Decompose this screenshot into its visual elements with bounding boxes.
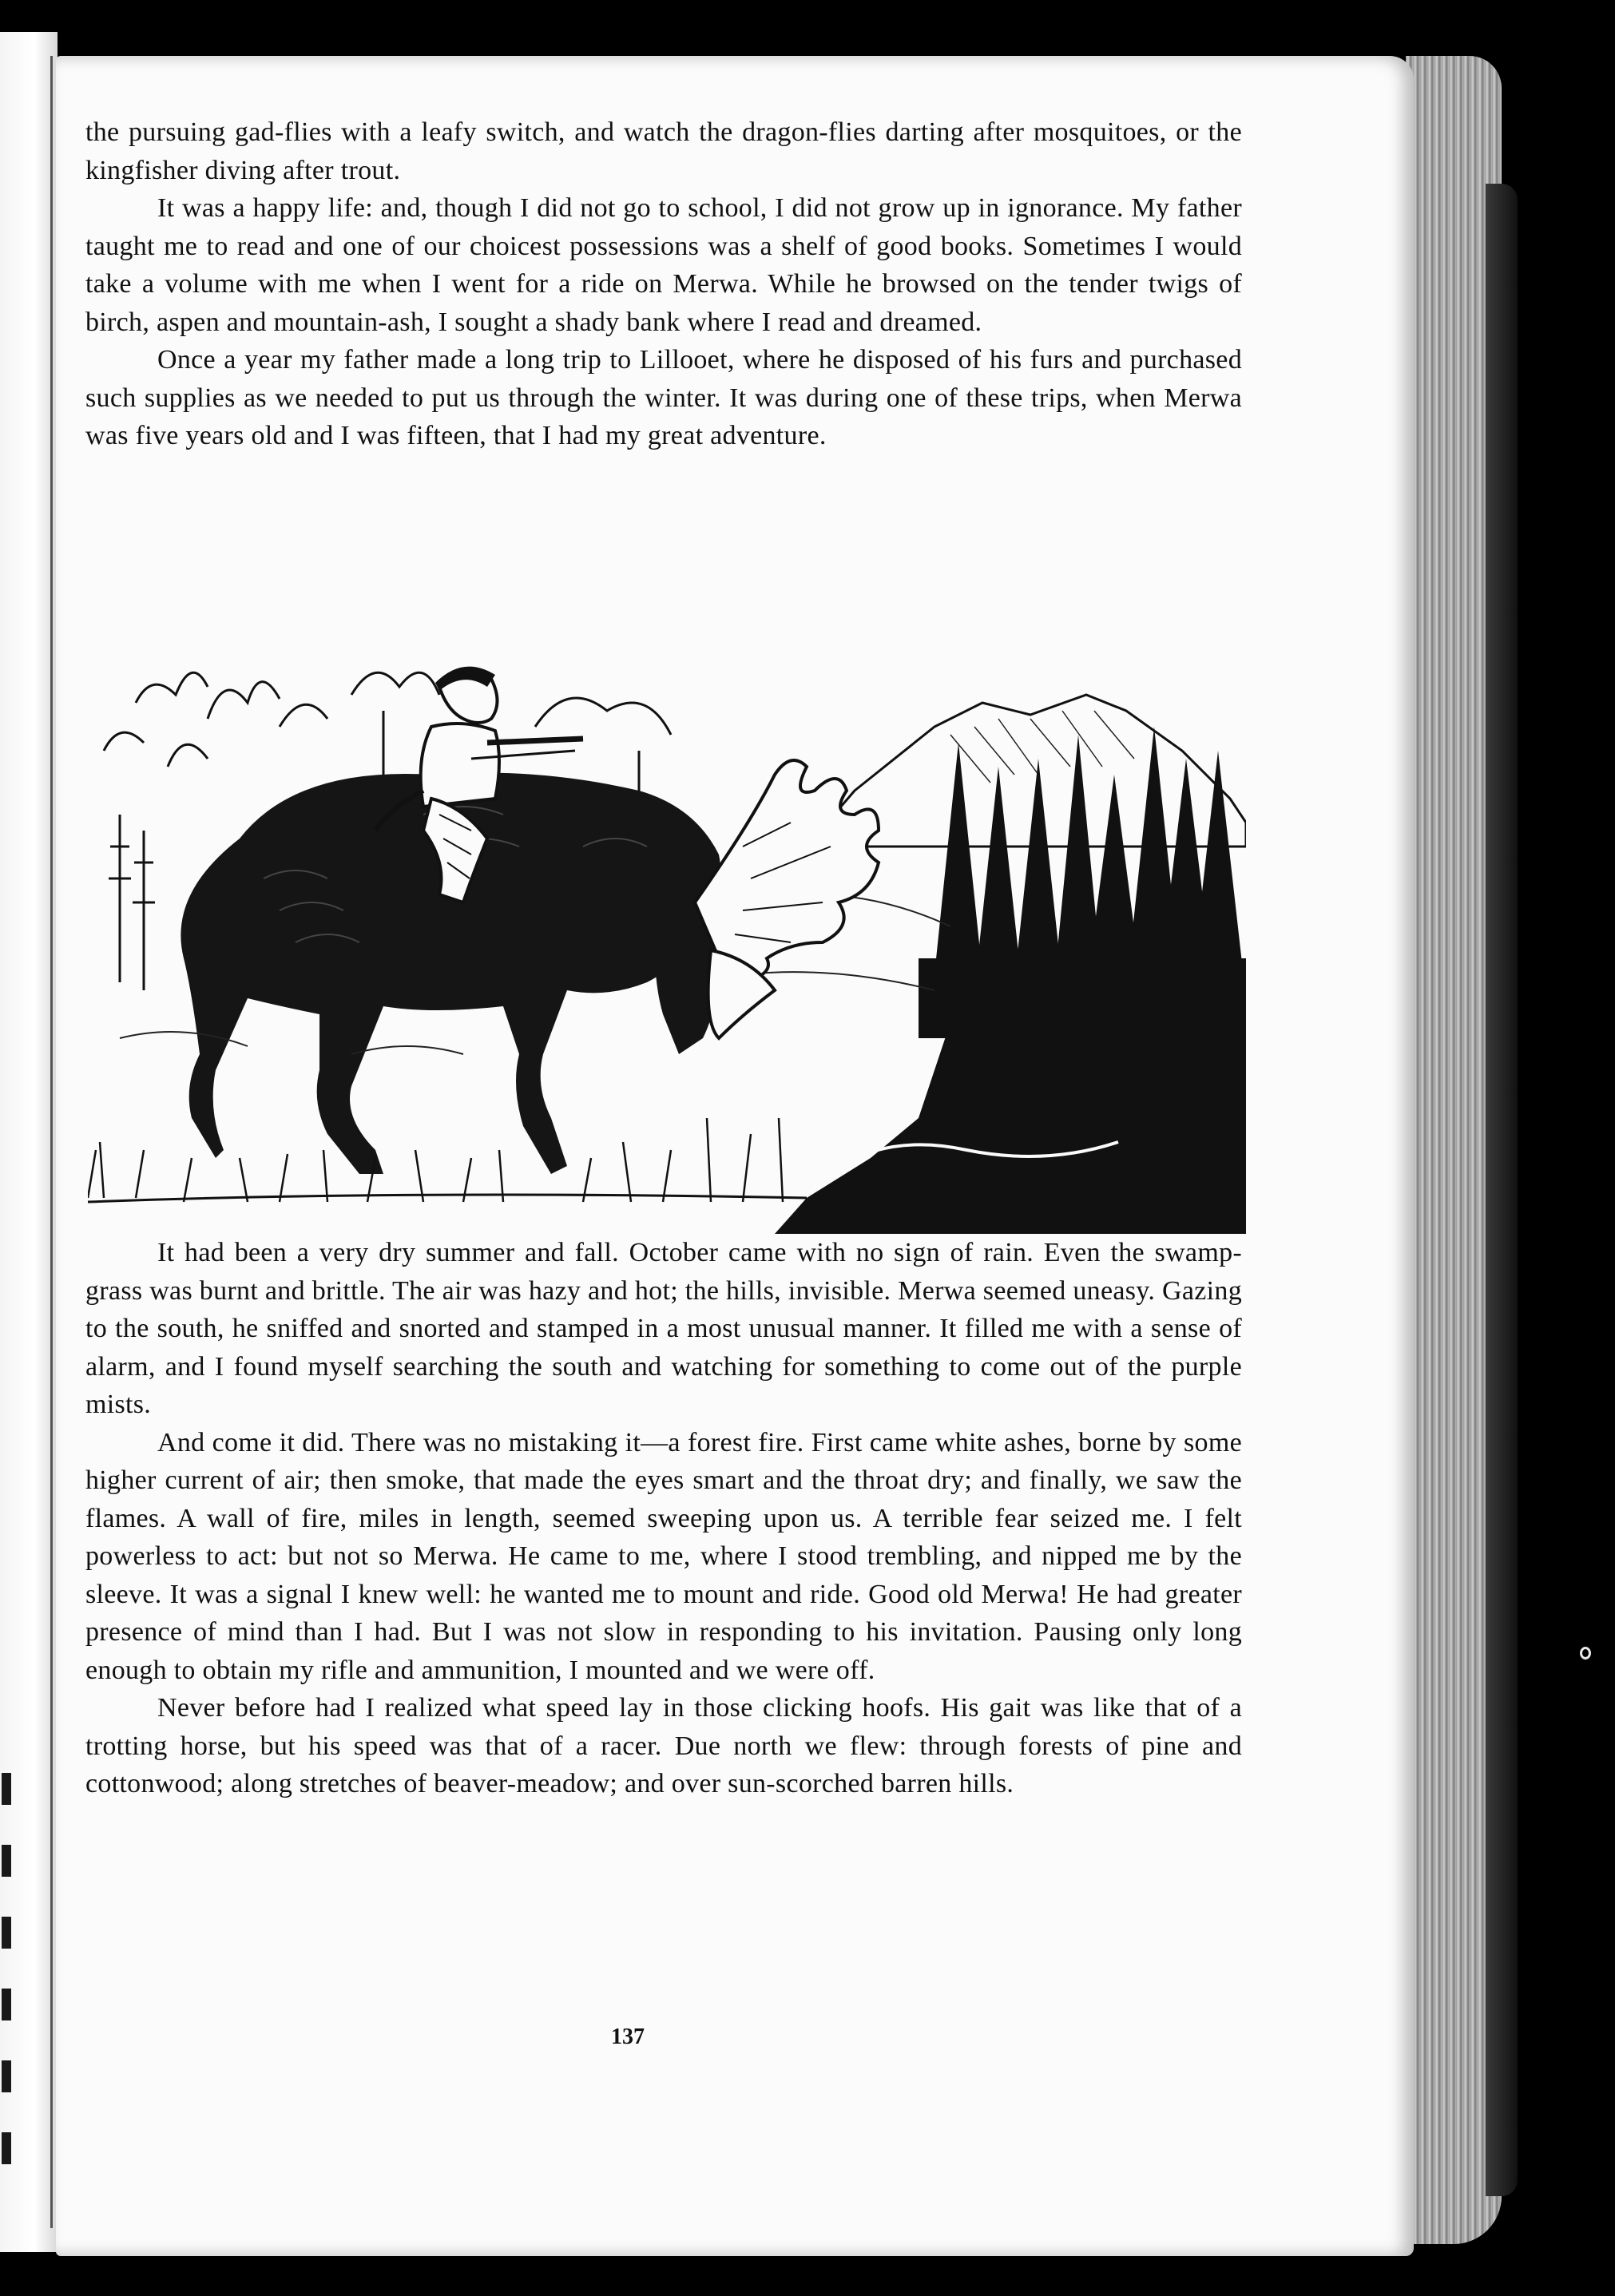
paragraph: the pursuing gad-flies with a leafy switch, and watch the dragon-flies darting after mosquitoes, or the kingfisher diving after trout. bbox=[85, 117, 1242, 185]
paragraph: It was a happy life: and, though I did not go to school, I did not grow up in ignorance. My father taught me to read and one of our choicest possessions was a shelf of good books. Sometimes I would take a volume with me when I went for a ride on Merwa. While he browsed on the tender twigs of birch, aspen and mountain-ash, I sought a shady bank where I read and dreamed. bbox=[85, 193, 1242, 337]
left-page-text-fragments bbox=[2, 1773, 11, 2172]
paragraph: Never before had I realized what speed lay in those clicking hoofs. His gait was like that of a trotting horse, but his speed was that of a racer. Due north we flew: through forests of pine and cottonwood; along stretches of beaver-meadow; and over sun-scorched barren hills. bbox=[85, 1693, 1242, 1798]
book-edge-shadow bbox=[1486, 184, 1518, 2196]
edge-mark bbox=[1580, 1647, 1591, 1660]
text-block-top bbox=[85, 113, 1242, 455]
text-block-bottom bbox=[85, 1234, 1242, 1803]
gutter-line bbox=[50, 56, 53, 2228]
paragraph: Once a year my father made a long trip to Lillooet, where he disposed of his furs and purchased such supplies as we needed to put us through the winter. It was during one of these trips, when Merwa was five years old and I was fifteen, that I had my great adventure. bbox=[85, 345, 1242, 450]
page-number: 137 bbox=[611, 2024, 645, 2049]
paragraph: And come it did. There was no mistaking it—a forest fire. First came white ashes, borne by some higher current of air; then smoke, that made the eyes smart and the throat dry; and finally, we saw the flames. A wall of fire, miles in length, seemed sweeping upon us. A terrible fear seized me. I felt powerless to act: but not so Merwa. He came to me, where I stood trembling, and nipped me by the sleeve. It was a signal I knew well: he wanted me to mount and ride. Good old Merwa! He had greater presence of mind than I had. But I was not slow in responding to his invitation. Pausing only long enough to obtain my rifle and ammunition, I mounted and we were off. bbox=[85, 1427, 1242, 1685]
paragraph: It had been a very dry summer and fall. October came with no sign of rain. Even the swamp-grass was burnt and brittle. The air was hazy and hot; the hills, invisible. Merwa seemed uneasy. Gazing to the south, he sniffed and snorted and stamped in a most unusual manner. It filled me with a sense of alarm, and I found myself searching the south and watching for something to come out of the purple mists. bbox=[85, 1238, 1242, 1419]
moose-rider-illustration bbox=[88, 639, 1246, 1234]
left-page-edge bbox=[0, 32, 58, 2252]
